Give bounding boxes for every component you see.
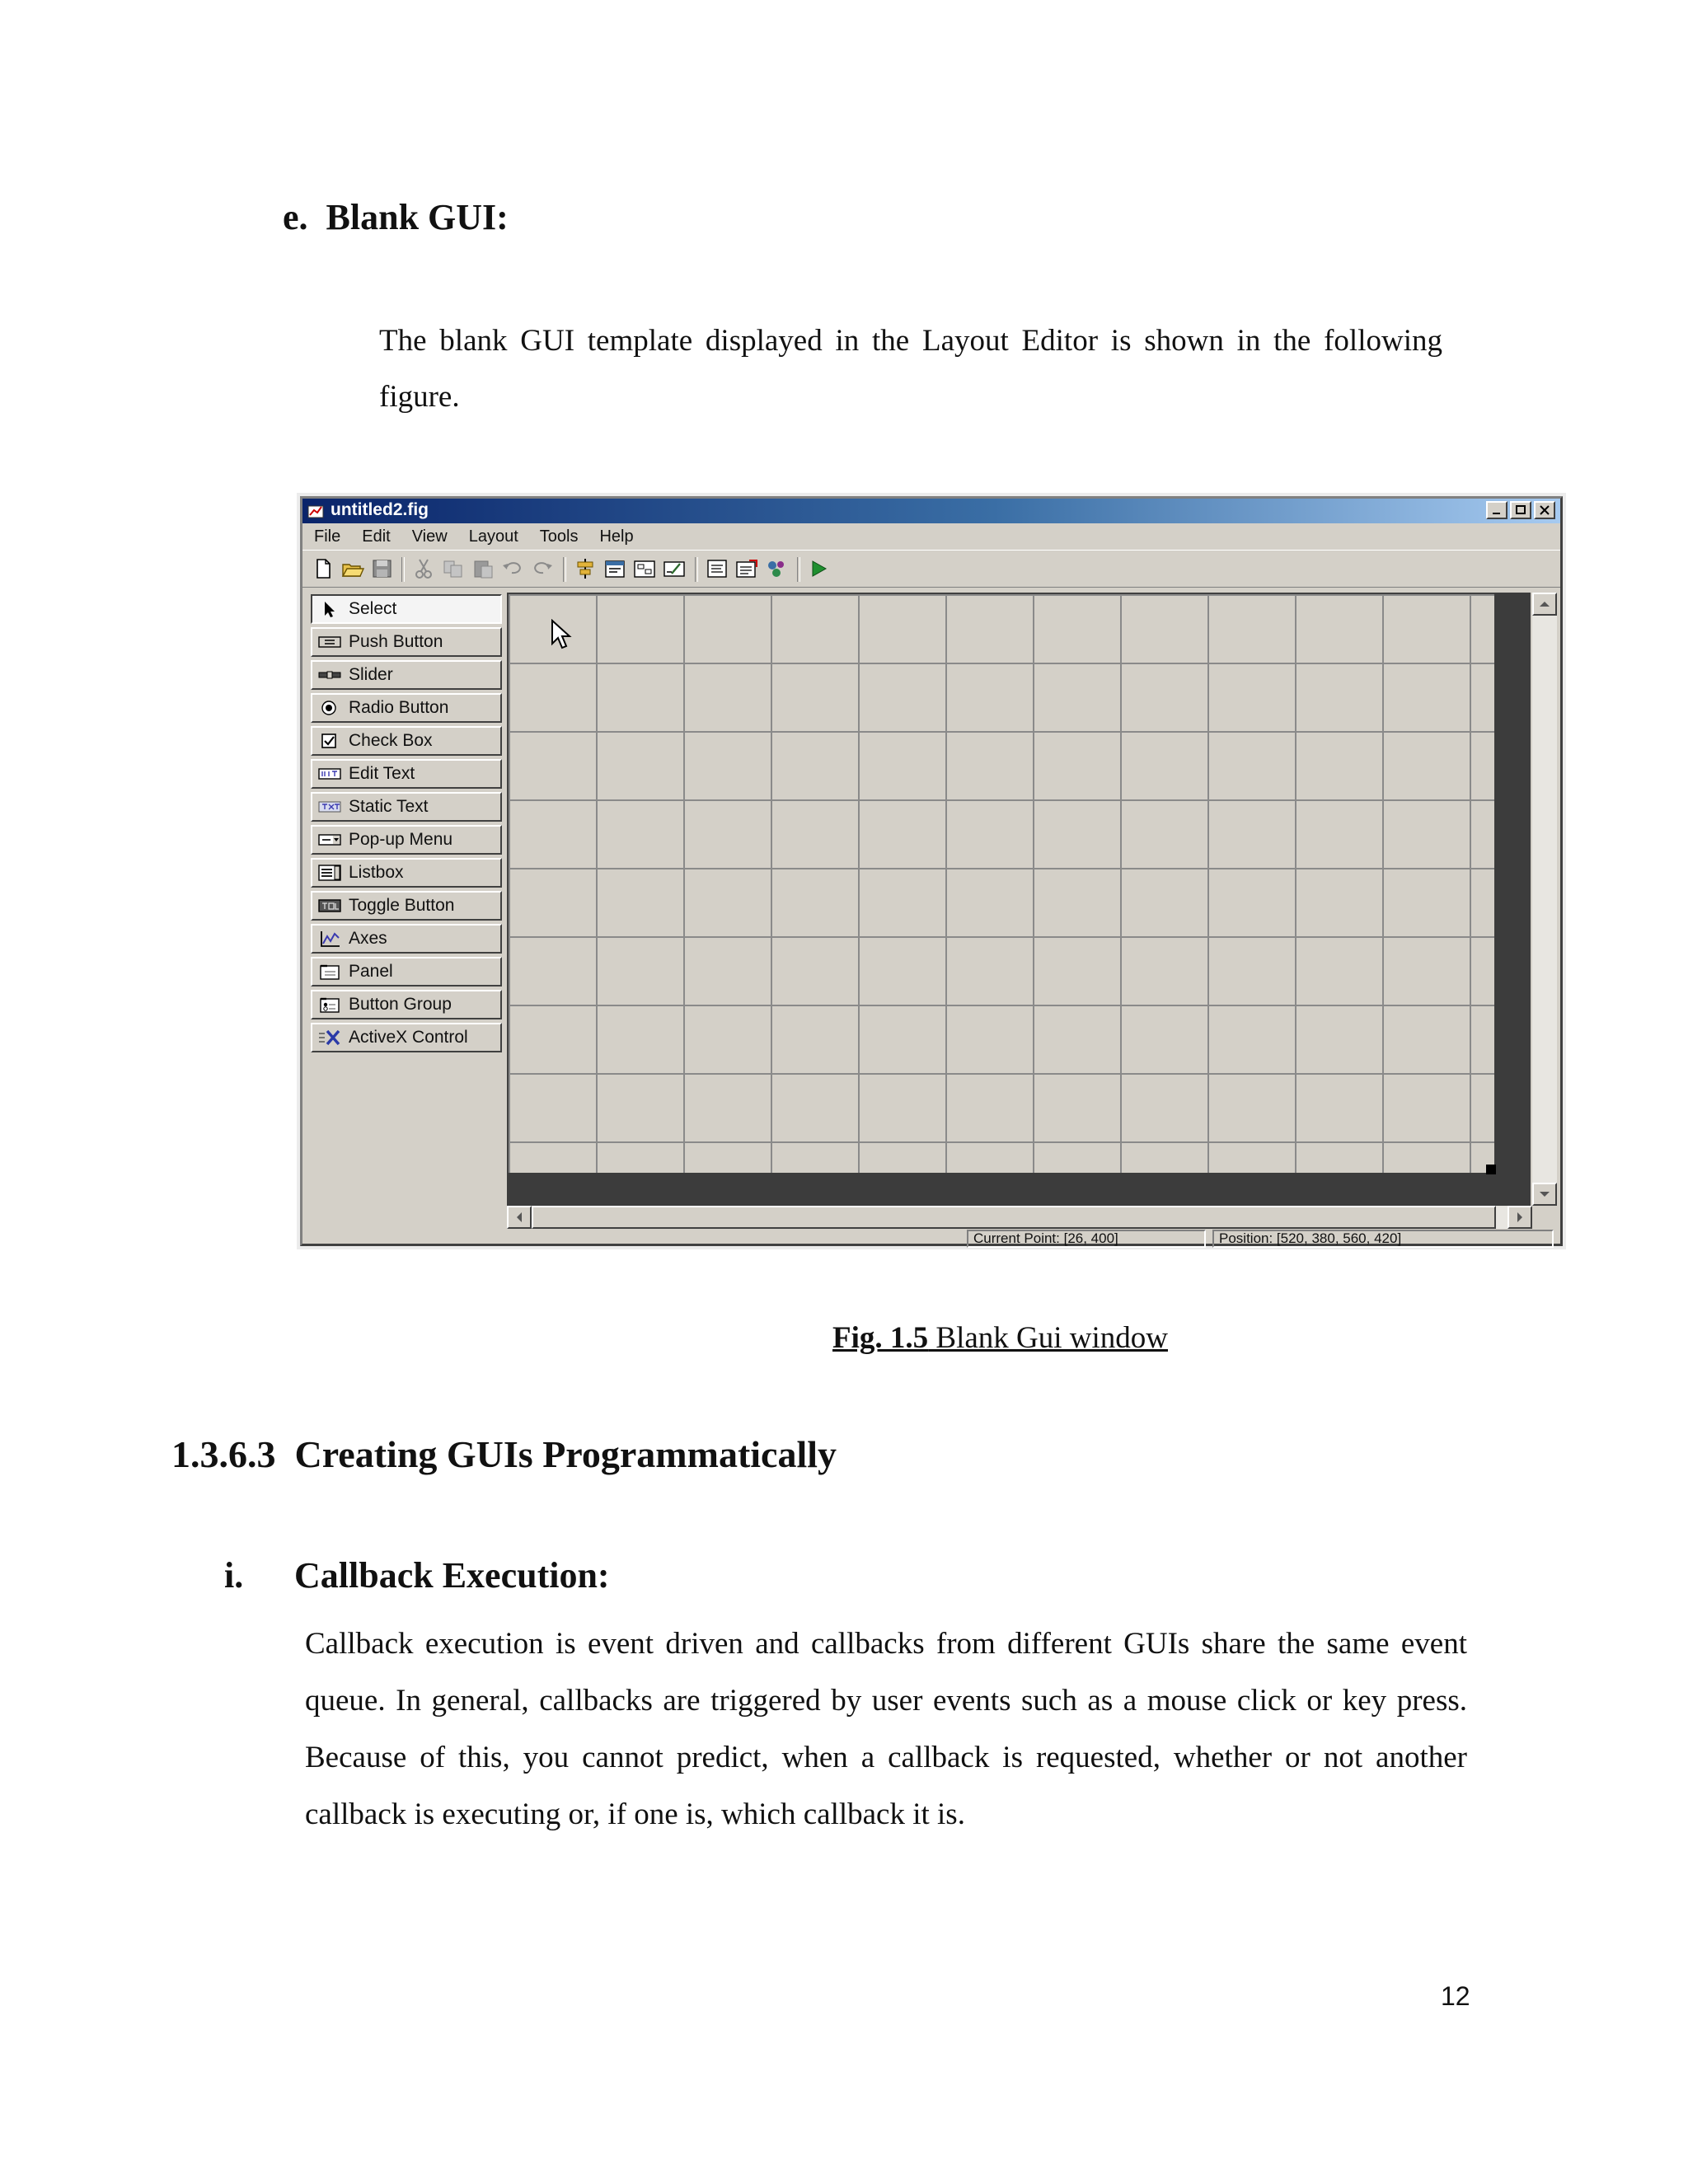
save-icon[interactable] bbox=[370, 557, 395, 580]
object-browser-icon[interactable] bbox=[764, 557, 789, 580]
scroll-down-button[interactable] bbox=[1532, 1183, 1557, 1206]
open-icon[interactable] bbox=[340, 557, 365, 580]
section-title: Blank GUI: bbox=[326, 197, 509, 237]
position-readout: Position: [520, 380, 560, 420] bbox=[1212, 1230, 1554, 1248]
canvas-bottom-edge bbox=[507, 1173, 1531, 1206]
toolbar-editor-icon[interactable] bbox=[662, 557, 687, 580]
menu-file[interactable]: File bbox=[314, 527, 341, 546]
redo-icon[interactable] bbox=[530, 557, 555, 580]
minimize-button[interactable] bbox=[1486, 501, 1507, 519]
slider-icon bbox=[317, 666, 342, 684]
title-bar[interactable] bbox=[302, 499, 1560, 523]
palette-label: Check Box bbox=[349, 731, 433, 750]
undo-icon[interactable] bbox=[500, 557, 525, 580]
palette-button-group[interactable] bbox=[311, 990, 502, 1019]
menu-editor-icon[interactable] bbox=[603, 557, 627, 580]
m-file-editor-icon[interactable] bbox=[705, 557, 729, 580]
current-point-readout: Current Point: [26, 400] bbox=[967, 1230, 1206, 1248]
subsection-heading bbox=[171, 1432, 837, 1476]
toolbar-separator bbox=[401, 557, 405, 582]
button-group-icon bbox=[317, 996, 342, 1014]
palette-toggle-button[interactable] bbox=[311, 891, 502, 921]
copy-icon[interactable] bbox=[441, 557, 466, 580]
palette-panel[interactable] bbox=[311, 957, 502, 987]
activex-icon bbox=[317, 1029, 342, 1047]
arrow-left-icon bbox=[509, 1207, 530, 1227]
popup-menu-icon bbox=[317, 831, 342, 849]
palette-edit-text[interactable] bbox=[311, 759, 502, 789]
palette-label: Radio Button bbox=[349, 698, 449, 717]
subsection-title: Creating GUIs Programmatically bbox=[294, 1433, 837, 1475]
gui-layout-editor-window bbox=[300, 496, 1563, 1246]
toolbar-separator bbox=[797, 557, 800, 582]
figure-caption-label: Fig. 1.5 bbox=[832, 1321, 929, 1355]
menu-view[interactable]: View bbox=[411, 527, 448, 546]
palette-static-text[interactable] bbox=[311, 792, 502, 822]
palette-activex-control[interactable] bbox=[311, 1023, 502, 1052]
scroll-thumb[interactable] bbox=[532, 1206, 1496, 1229]
palette-label: Button Group bbox=[349, 995, 452, 1014]
section-label: e. bbox=[283, 197, 308, 237]
arrow-up-icon bbox=[1534, 594, 1555, 614]
item-title: Callback Execution: bbox=[294, 1555, 610, 1596]
run-icon[interactable] bbox=[807, 557, 832, 580]
menu-layout[interactable]: Layout bbox=[468, 527, 518, 546]
figure-screenshot bbox=[297, 493, 1566, 1249]
figure-caption-text: Blank Gui window bbox=[928, 1321, 1168, 1355]
palette-push-button[interactable] bbox=[311, 627, 502, 657]
palette-axes[interactable] bbox=[311, 924, 502, 954]
menu-bar bbox=[302, 523, 1560, 550]
canvas-right-edge bbox=[1494, 593, 1531, 1206]
scroll-up-button[interactable] bbox=[1532, 593, 1557, 616]
caption-buttons bbox=[1486, 501, 1555, 519]
window-title: untitled2.fig bbox=[331, 500, 429, 519]
palette-select[interactable] bbox=[311, 594, 502, 624]
vertical-scrollbar[interactable] bbox=[1532, 593, 1557, 1206]
menu-edit[interactable]: Edit bbox=[362, 527, 391, 546]
toolbar bbox=[302, 550, 1560, 588]
palette-label: Axes bbox=[349, 929, 387, 948]
edit-text-icon bbox=[317, 765, 342, 783]
layout-grid-canvas[interactable] bbox=[507, 593, 1494, 1173]
callback-paragraph: Callback execution is event driven and callbacks from different GUIs share the same event queue. In general, callbacks are triggered by user events such as a mouse click or key press. Because of this, you cannot predict, when a callback is requested, whether or not another callback is executing or, if one is, which callback it is. bbox=[305, 1627, 1467, 1831]
toolbar-separator bbox=[563, 557, 566, 582]
palette-label: Listbox bbox=[349, 863, 404, 882]
matlab-figure-icon bbox=[307, 503, 324, 519]
arrow-icon bbox=[317, 600, 342, 618]
static-text-icon bbox=[317, 798, 342, 816]
figure-caption bbox=[832, 1320, 1168, 1356]
palette-check-box[interactable] bbox=[311, 726, 502, 756]
palette-radio-button[interactable] bbox=[311, 693, 502, 723]
toolbar-separator bbox=[695, 557, 698, 582]
palette-label: Pop-up Menu bbox=[349, 830, 453, 849]
item-label: i. bbox=[224, 1555, 244, 1596]
check-box-icon bbox=[317, 732, 342, 750]
mouse-pointer-icon bbox=[550, 619, 573, 652]
tab-order-icon[interactable] bbox=[632, 557, 657, 580]
new-icon[interactable] bbox=[311, 557, 335, 580]
axes-icon bbox=[317, 930, 342, 948]
palette-listbox[interactable] bbox=[311, 858, 502, 888]
minimize-icon bbox=[1491, 505, 1503, 515]
palette-label: Slider bbox=[349, 665, 393, 684]
cut-icon[interactable] bbox=[411, 557, 436, 580]
palette-popup-menu[interactable] bbox=[311, 825, 502, 855]
close-button[interactable] bbox=[1534, 501, 1555, 519]
subsection-number: 1.3.6.3 bbox=[171, 1433, 276, 1475]
palette-label: Select bbox=[349, 599, 397, 618]
property-inspector-icon[interactable] bbox=[734, 557, 759, 580]
palette-label: Toggle Button bbox=[349, 896, 455, 915]
paste-icon[interactable] bbox=[471, 557, 495, 580]
palette-label: ActiveX Control bbox=[349, 1028, 468, 1047]
align-icon[interactable] bbox=[573, 557, 598, 580]
menu-help[interactable]: Help bbox=[599, 527, 634, 546]
push-button-icon bbox=[317, 633, 342, 651]
intro-paragraph: The blank GUI template displayed in the Layout Editor is shown in the following figure. bbox=[379, 324, 1442, 414]
maximize-icon bbox=[1515, 505, 1526, 515]
close-icon bbox=[1539, 505, 1550, 515]
component-palette bbox=[311, 594, 502, 1056]
toggle-button-icon bbox=[317, 897, 342, 915]
radio-button-icon bbox=[317, 699, 342, 717]
arrow-right-icon bbox=[1509, 1207, 1531, 1227]
status-bar bbox=[302, 1229, 1560, 1249]
canvas-resize-handle[interactable] bbox=[1486, 1165, 1496, 1174]
listbox-icon bbox=[317, 864, 342, 882]
page-number: 12 bbox=[1441, 1981, 1470, 2011]
maximize-button[interactable] bbox=[1510, 501, 1531, 519]
panel-icon bbox=[317, 963, 342, 981]
palette-label: Panel bbox=[349, 962, 393, 981]
scroll-right-button[interactable] bbox=[1507, 1206, 1532, 1229]
palette-slider[interactable] bbox=[311, 660, 502, 690]
palette-label: Static Text bbox=[349, 797, 429, 816]
menu-tools[interactable]: Tools bbox=[539, 527, 579, 546]
palette-label: Edit Text bbox=[349, 764, 415, 783]
palette-label: Push Button bbox=[349, 632, 443, 651]
arrow-down-icon bbox=[1534, 1184, 1555, 1204]
horizontal-scrollbar[interactable] bbox=[507, 1206, 1532, 1229]
section-heading bbox=[283, 196, 509, 238]
scroll-left-button[interactable] bbox=[507, 1206, 532, 1229]
